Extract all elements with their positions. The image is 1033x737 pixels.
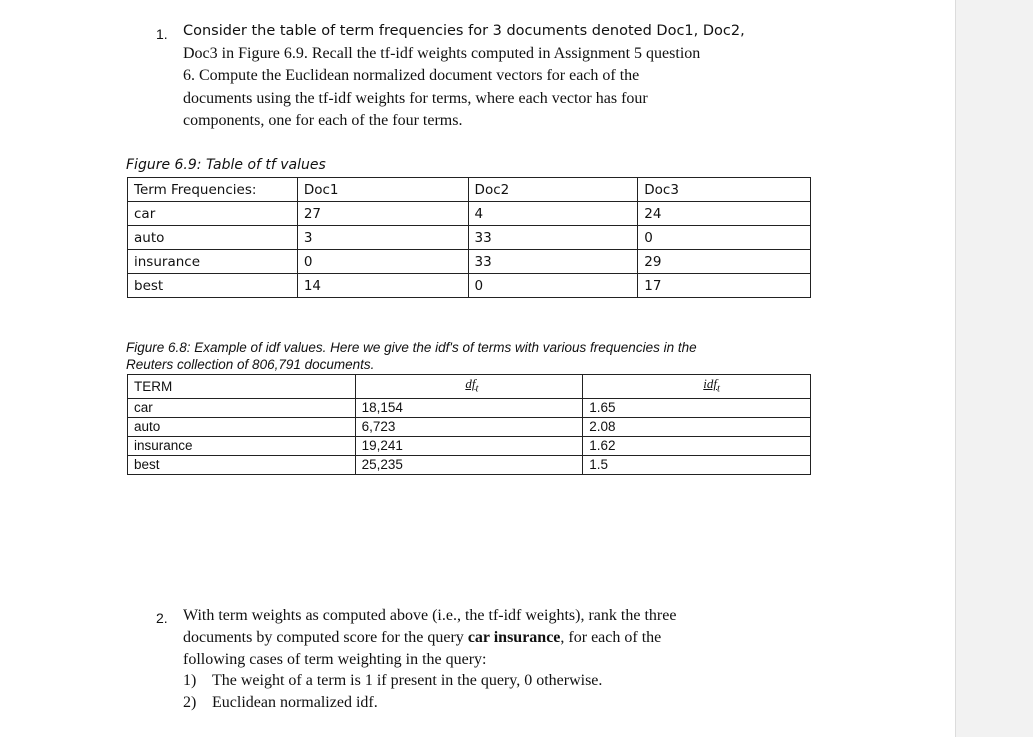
table-row (128, 436, 811, 455)
table-cell: 18,154 (355, 398, 583, 417)
table-cell: 0 (297, 250, 468, 274)
table-cell: 3 (297, 226, 468, 250)
question-2-text-run: documents by computed score for the query (183, 629, 468, 646)
table-row (128, 455, 811, 474)
list-item: Euclidean normalized idf. (212, 694, 378, 711)
figure-6-8-caption (126, 339, 697, 373)
table-cell: auto (128, 226, 298, 250)
query-terms: car insurance (467, 629, 561, 646)
table-row (128, 226, 811, 250)
table-row (128, 417, 811, 436)
table-cell: 33 (468, 226, 638, 250)
table-cell: 1.65 (583, 398, 811, 417)
table-header-row (128, 178, 811, 202)
question-2-line: following cases of term weighting in the query: (183, 651, 487, 668)
idf-label: idf (703, 376, 717, 391)
list-item-number: 2) (183, 694, 197, 711)
table-header-cell: Doc3 (638, 178, 811, 202)
table-cell: 2.08 (583, 417, 811, 436)
table-cell: 27 (297, 202, 468, 226)
question-2-text-run: , for each of the (560, 629, 662, 646)
question-1-text (183, 20, 745, 133)
table-cell: best (128, 455, 356, 474)
question-1-line: documents using the tf-idf weights for terms, where each vector has four (183, 89, 648, 107)
table-cell: insurance (128, 250, 298, 274)
table-header-cell: Doc1 (297, 178, 468, 202)
question-1-line: 6. Compute the Euclidean normalized document vectors for each of the (183, 67, 640, 84)
table-cell: 1.62 (583, 436, 811, 455)
table-cell: 4 (468, 202, 638, 226)
figure-6-8-caption-line: Reuters collection of 806,791 documents. (126, 357, 375, 372)
table-header-cell: TERM (128, 375, 356, 399)
figure-6-8-caption-line: Figure 6.8: Example of idf values. Here we give the idf's of terms with various frequencies in the (126, 340, 697, 355)
question-1-line: components, one for each of the four terms. (183, 112, 463, 129)
question-2-line: With term weights as computed above (i.e., the tf-idf weights), rank the three (183, 607, 677, 624)
table-cell: 6,723 (355, 417, 583, 436)
question-2-number: 2. (156, 610, 168, 626)
table-header-cell (583, 375, 811, 399)
idf-subscript: t (716, 382, 720, 395)
question-2-text (183, 605, 676, 671)
figure-6-9-caption: Figure 6.9: Table of tf values (126, 157, 326, 173)
table-cell: auto (128, 417, 356, 436)
df-label: df (465, 376, 476, 391)
table-cell: 29 (638, 250, 811, 274)
idf-table (127, 374, 811, 475)
question-1-line: Doc3 in Figure 6.9. Recall the tf-idf weights computed in Assignment 5 question (183, 44, 701, 62)
table-cell: car (128, 202, 298, 226)
table-cell: 0 (468, 274, 638, 298)
df-subscript: t (475, 382, 479, 395)
table-cell: insurance (128, 436, 356, 455)
table-row (128, 250, 811, 274)
table-header-row (128, 375, 811, 399)
table-row (128, 398, 811, 417)
table-cell: 25,235 (355, 455, 583, 474)
table-row (128, 274, 811, 298)
table-cell: 33 (468, 250, 638, 274)
list-item-number: 1) (183, 672, 197, 689)
table-cell: 14 (297, 274, 468, 298)
table-cell: 0 (638, 226, 811, 250)
table-cell: 1.5 (583, 455, 811, 474)
side-pane (955, 0, 1033, 737)
table-header-cell: Doc2 (468, 178, 638, 202)
table-header-cell (355, 375, 583, 399)
table-cell: 19,241 (355, 436, 583, 455)
table-header-cell: Term Frequencies: (128, 178, 298, 202)
table-cell: 24 (638, 202, 811, 226)
table-cell: best (128, 274, 298, 298)
table-row (128, 202, 811, 226)
question-2-line (183, 627, 676, 649)
question-1-number: 1. (156, 26, 168, 42)
table-cell: 17 (638, 274, 811, 298)
table-cell: car (128, 398, 356, 417)
list-item: The weight of a term is 1 if present in the query, 0 otherwise. (212, 672, 603, 689)
tf-table (127, 177, 811, 298)
question-1-line: Consider the table of term frequencies for 3 documents denoted Doc1, Doc2, (183, 23, 745, 39)
